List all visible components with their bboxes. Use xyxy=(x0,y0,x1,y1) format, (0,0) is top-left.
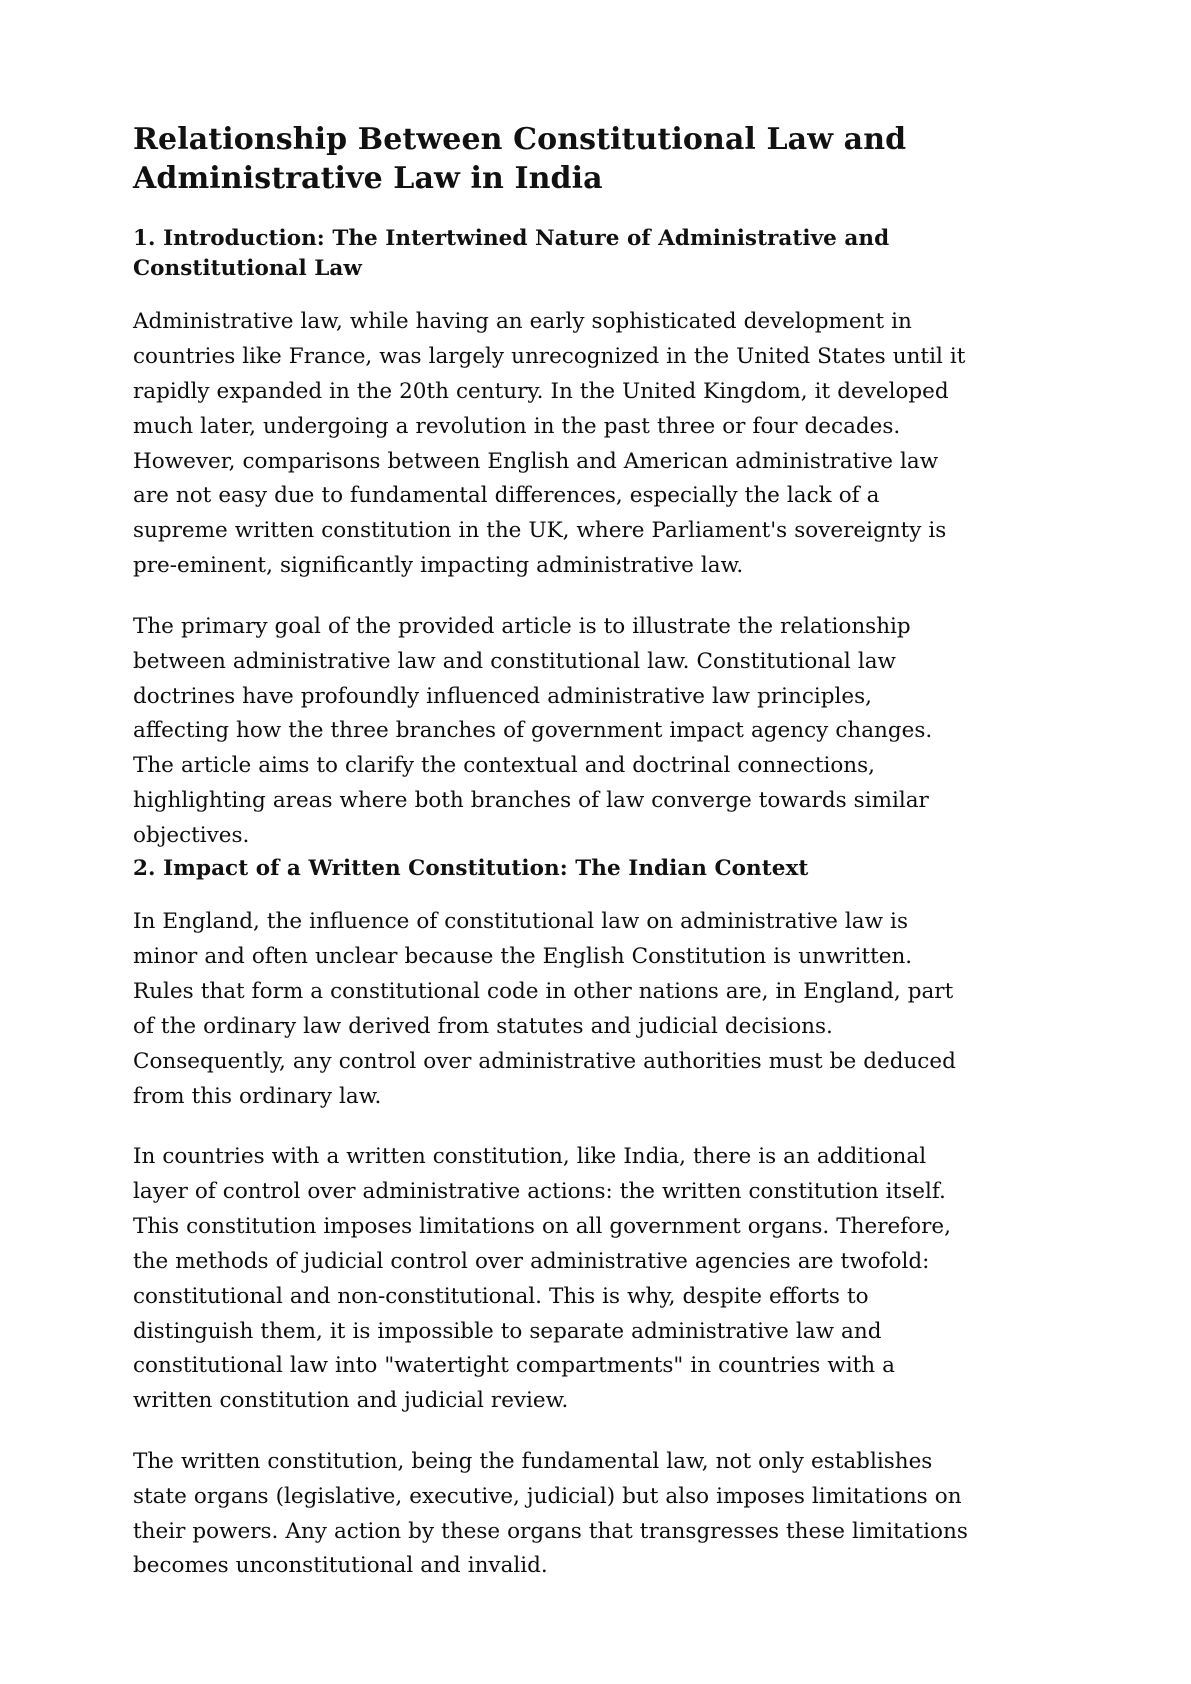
section-introduction xyxy=(133,224,970,854)
paragraph: In countries with a written constitution, like India, there is an additional layer of control over administrative actions: the written constitution itself. This constitution imposes limitations on all government organs. Therefore, the methods of judicial control over administrative agencies are twofold: constitutional and non-constitutional. This is why, despite efforts to distinguish them, it is impossible to separate administrative law and constitutional law into "watertight compartments" in countries with a written constitution and judicial review. xyxy=(133,1144,951,1414)
section-heading-1: 1. Introduction: The Intertwined Nature of Administrative and Constitutional Law xyxy=(133,226,890,281)
paragraph: The written constitution, being the fundamental law, not only establishes state organs (legislative, executive, judicial) but also imposes limitations on their powers. Any action by these organs that transgresses these limitations becomes unconstitutional and invalid. xyxy=(133,1448,968,1579)
paragraph: The primary goal of the provided article is to illustrate the relationship between administrative law and constitutional law. Constitutional law doctrines have profoundly influenced administrative law principles, affecting how the three branches of government impact agency changes. The article aims to clarify the contextual and doctrinal connections, highlighting areas where both branches of law converge towards similar objectives. xyxy=(133,613,933,848)
section-written-constitution xyxy=(133,854,970,1585)
page-title: Relationship Between Constitutional Law and Administrative Law in India xyxy=(133,122,907,196)
section-heading-2: 2. Impact of a Written Constitution: The Indian Context xyxy=(133,855,809,881)
paragraph: In England, the influence of constitutional law on administrative law is minor and often unclear because the English Constitution is unwritten. Rules that form a constitutional code in other nations are, in England, part of the ordinary law derived from statutes and judicial decisions. Consequently, any control over administrative authorities must be deduced from this ordinary law. xyxy=(133,909,956,1109)
paragraph: Administrative law, while having an early sophisticated development in countries like France, was largely unrecognized in the United States until it rapidly expanded in the 20th century. In the United Kingdom, it developed much later, undergoing a revolution in the past three or four decades. However, comparisons between English and American administrative law are not easy due to fundamental differences, especially the lack of a supreme written constitution in the UK, where Parliament's sovereignty is pre-eminent, significantly impacting administrative law. xyxy=(133,309,966,579)
